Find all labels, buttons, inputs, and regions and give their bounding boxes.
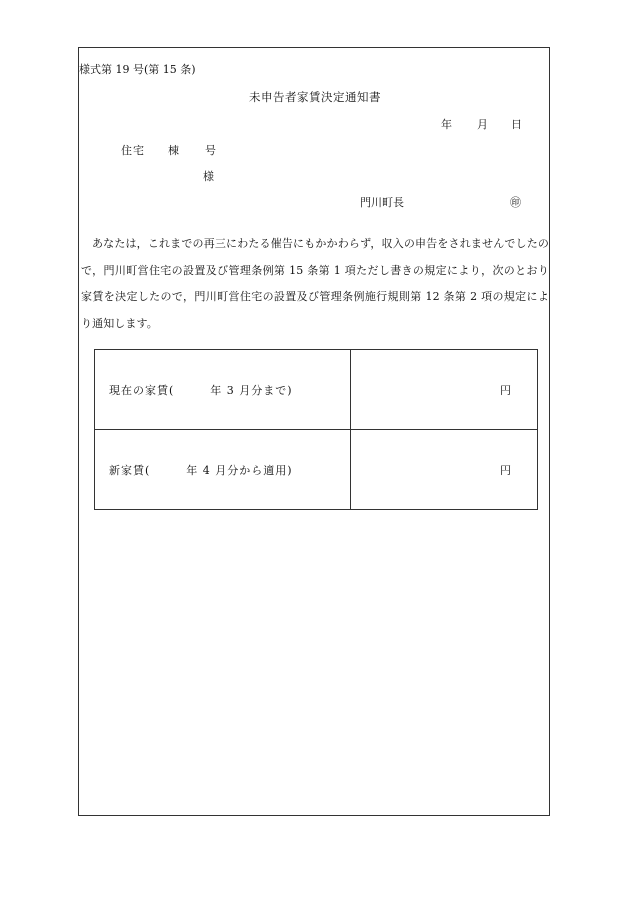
form-number: 様式第 19 号(第 15 条) xyxy=(79,63,196,76)
date-year-label: 年 xyxy=(441,118,452,131)
date-month-label: 月 xyxy=(477,118,488,131)
new-rent-label: 新家賃( 年 4 月分から適用) xyxy=(95,430,351,510)
current-rent-unit: 円 xyxy=(351,350,538,430)
date-day-label: 日 xyxy=(511,118,522,131)
rent-table xyxy=(94,349,538,510)
issuer-name: 門川町長 xyxy=(360,196,404,209)
document-frame xyxy=(78,47,550,816)
addressee-building: 棟 xyxy=(168,144,179,157)
current-rent-label: 現在の家賃( 年 3 月分まで) xyxy=(95,350,351,430)
addressee-honorific: 様 xyxy=(203,170,214,183)
table-row xyxy=(95,350,538,430)
seal-mark: ㊞ xyxy=(510,196,521,209)
table-row xyxy=(95,430,538,510)
notice-body: あなたは，これまでの再三にわたる催告にもかかわらず，収入の申告をされませんでしたので，門川町営住宅の設置及び管理条例第 15 条第 1 項ただし書きの規定により，次のとおり家賃を決定したので，門川町営住宅の設置及び管理条例施行規則第 12 条第 2 項の規定により通知します。 xyxy=(81,237,549,330)
new-rent-unit: 円 xyxy=(351,430,538,510)
addressee-number: 号 xyxy=(205,144,216,157)
document-title: 未申告者家賃決定通知書 xyxy=(249,90,381,104)
addressee-housing: 住宅 xyxy=(121,144,145,157)
